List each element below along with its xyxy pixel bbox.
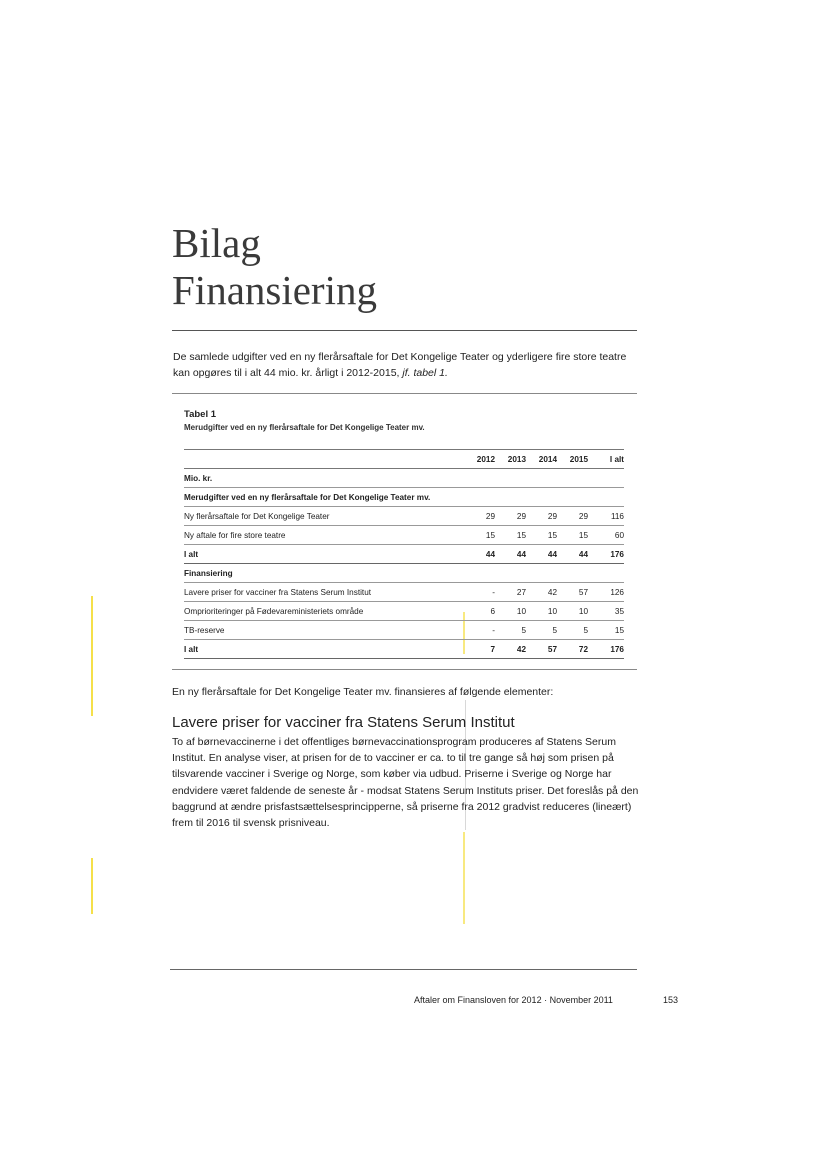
intro-text: De samlede udgifter ved en ny flerårsaftale for Det Kongelige Teater og yderligere fire store teatre kan opgøres til i alt 44 mio. kr. årligt i 2012-2015, <box>173 351 627 379</box>
cell: 29 <box>526 507 557 526</box>
page-title <box>172 220 377 314</box>
cell: 5 <box>557 621 588 640</box>
table-header-cell: 2015 <box>557 450 588 469</box>
cell: 44 <box>464 545 495 564</box>
section-row <box>184 564 624 583</box>
table-header-cell: 2013 <box>495 450 526 469</box>
table-header-cell: 2012 <box>464 450 495 469</box>
row-label: Omprioriteringer på Fødevareministeriets område <box>184 602 464 621</box>
footer-text: Aftaler om Finansloven for 2012 · November 2011 <box>414 995 613 1005</box>
cell: 57 <box>526 640 557 659</box>
divider <box>172 330 637 331</box>
row-label: I alt <box>184 545 464 564</box>
footer-divider <box>170 969 637 970</box>
cell: 29 <box>464 507 495 526</box>
unit-label: Mio. kr. <box>184 469 624 488</box>
table-caption: Merudgifter ved en ny flerårsaftale for Det Kongelige Teater mv. <box>184 423 425 432</box>
table-header-cell <box>184 450 464 469</box>
body-paragraph: To af børnevaccinerne i det offentliges børnevaccinationsprogram produceres af Statens Serum Institut. En analyse viser, at prisen for de to vacciner er ca. to til tre gange så høj som prisen på tilsvarende vacciner i Sverige og Norge, som køber via udbud. Priserne i Sverige og Norge har endvidere været faldende de seneste år - modsat Statens Serum Instituts priser. Det foreslås på den baggrund at ændre prisfastsættelsesprincipperne, så priserne fra 2012 gradvist reduceres (lineært) frem til 2016 til svensk prisniveau. <box>172 736 639 830</box>
data-table <box>184 449 624 659</box>
cell: - <box>464 621 495 640</box>
cell: 6 <box>464 602 495 621</box>
intro-paragraph <box>173 349 643 381</box>
cell: 27 <box>495 583 526 602</box>
cell: 10 <box>495 602 526 621</box>
table-header-cell: 2014 <box>526 450 557 469</box>
section-heading: Lavere priser for vacciner fra Statens Serum Institut <box>172 714 515 731</box>
table-reference: jf. tabel 1. <box>402 367 448 379</box>
cell: 15 <box>588 621 624 640</box>
cell: - <box>464 583 495 602</box>
row-label: Ny aftale for fire store teatre <box>184 526 464 545</box>
divider <box>172 393 637 394</box>
cell: 72 <box>557 640 588 659</box>
cell: 29 <box>557 507 588 526</box>
section-row <box>184 488 624 507</box>
unit-row <box>184 469 624 488</box>
table-header-row <box>184 450 624 469</box>
title-line-1: Bilag <box>172 220 261 266</box>
cell: 15 <box>526 526 557 545</box>
cell: 126 <box>588 583 624 602</box>
cell: 5 <box>495 621 526 640</box>
divider <box>172 669 637 670</box>
cell: 176 <box>588 640 624 659</box>
row-label: Lavere priser for vacciner fra Statens Serum Institut <box>184 583 464 602</box>
table-number: Tabel 1 <box>184 409 217 420</box>
page-number: 153 <box>663 995 679 1005</box>
title-line-2: Finansiering <box>172 267 377 313</box>
table-header-cell: I alt <box>588 450 624 469</box>
cell: 35 <box>588 602 624 621</box>
cell: 15 <box>464 526 495 545</box>
total-row <box>184 545 624 564</box>
table-row <box>184 621 624 640</box>
cell: 44 <box>557 545 588 564</box>
scan-mark <box>91 596 93 716</box>
cell: 42 <box>495 640 526 659</box>
table-row <box>184 602 624 621</box>
table-row <box>184 507 624 526</box>
cell: 116 <box>588 507 624 526</box>
cell: 7 <box>464 640 495 659</box>
cell: 10 <box>557 602 588 621</box>
cell: 44 <box>526 545 557 564</box>
table-row <box>184 526 624 545</box>
row-label: I alt <box>184 640 464 659</box>
table-row <box>184 583 624 602</box>
cell: 29 <box>495 507 526 526</box>
scan-mark <box>463 832 465 924</box>
lead-in-text: En ny flerårsaftale for Det Kongelige Teater mv. finansieres af følgende elementer: <box>172 686 554 698</box>
cell: 176 <box>588 545 624 564</box>
row-label: Ny flerårsaftale for Det Kongelige Teater <box>184 507 464 526</box>
cell: 10 <box>526 602 557 621</box>
total-row <box>184 640 624 659</box>
cell: 42 <box>526 583 557 602</box>
cell: 57 <box>557 583 588 602</box>
cell: 44 <box>495 545 526 564</box>
cell: 15 <box>495 526 526 545</box>
section-label: Finansiering <box>184 564 624 583</box>
cell: 60 <box>588 526 624 545</box>
cell: 15 <box>557 526 588 545</box>
section-label: Merudgifter ved en ny flerårsaftale for Det Kongelige Teater mv. <box>184 488 624 507</box>
cell: 5 <box>526 621 557 640</box>
row-label: TB-reserve <box>184 621 464 640</box>
scan-mark <box>91 858 93 914</box>
